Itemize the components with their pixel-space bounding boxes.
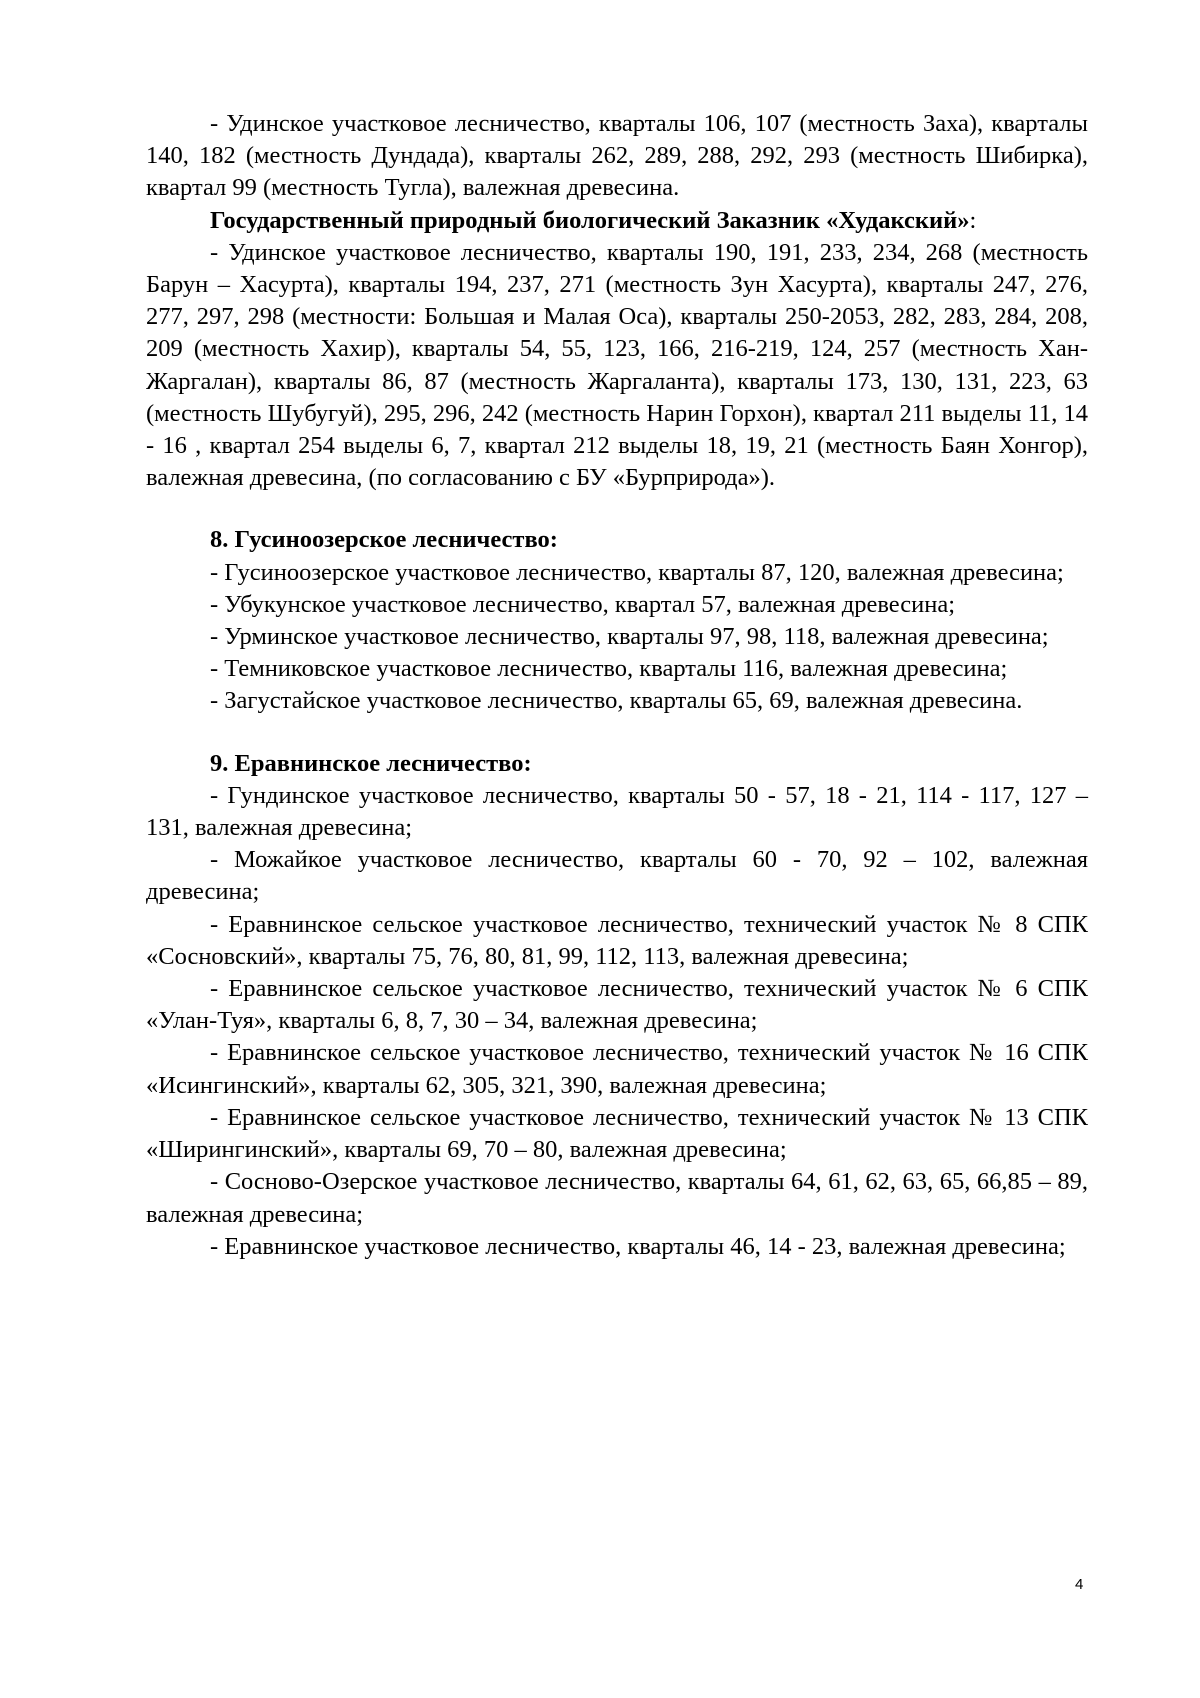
page-number: 4 [1075,1576,1084,1593]
section-9-heading: 9. Еравнинское лесничество: [210,749,532,777]
section-9-item: - Гундинское участковое лесничество, кварталы 50 - 57, 18 - 21, 114 - 117, 127 – 131, валежная древесина; [146,781,1088,842]
section-8-item: - Урминское участковое лесничество, кварталы 97, 98, 118, валежная древесина; [210,623,1049,651]
section-spacer [146,494,1088,524]
section-8-item: - Темниковское участковое лесничество, кварталы 116, валежная древесина; [210,655,1008,683]
section-9-item: - Сосново-Озерское участковое лесничество, кварталы 64, 61, 62, 63, 65, 66,85 – 89, валежная древесина; [146,1168,1088,1228]
document-body [146,108,1088,1263]
paragraph-udinskoe-hudakskiy: - Удинское участковое лесничество, кварталы 190, 191, 233, 234, 268 (местность Барун – Хасурта), кварталы 194, 237, 271 (местность Зун Хасурта), кварталы 247, 276, 277, 297, 298 (местности: Большая и Малая Оса), кварталы 250-2053, 282, 283, 284, 208, 209 (местность Хахир), кварталы 54, 55, 123, 166, 216-219, 124, 257 (местность Хан-Жаргалан), кварталы 86, 87 (местность Жаргаланта), кварталы 173, 130, 131, 223, 63 (местность Шубугуй), 295, 296, 242 (местность Нарин Горхон), квартал 211 выделы 11, 14 - 16 , квартал 254 выделы 6, 7, квартал 212 выделы 18, 19, 21 (местность Баян Хонгор), валежная древесина, (по согласованию с БУ «Бурприрода»). [146,238,1088,492]
section-9-item: - Еравнинское сельское участковое лесничество, технический участок № 13 СПК «Ширингинский», кварталы 69, 70 – 80, валежная древесина; [146,1103,1088,1164]
section-9-item: - Можайкое участковое лесничество, кварталы 60 - 70, 92 – 102, валежная древесина; [146,846,1088,906]
heading-zakaznik-hudakskiy [146,205,1088,237]
heading-zakaznik-colon: : [969,206,977,234]
section-8-heading: 8. Гусиноозерское лесничество: [210,526,558,554]
section-8-item: - Убукунское участковое лесничество, квартал 57, валежная древесина; [210,590,956,618]
section-spacer [146,718,1088,748]
heading-zakaznik-text: Государственный природный биологический Заказник «Худакский» [210,206,970,234]
section-9-item: - Еравнинское сельское участковое лесничество, технический участок № 16 СПК «Исингинский», кварталы 62, 305, 321, 390, валежная древесина; [146,1039,1088,1099]
section-9-item: - Еравнинское участковое лесничество, кварталы 46, 14 - 23, валежная древесина; [210,1232,1066,1260]
section-9-item: - Еравнинское сельское участковое лесничество, технический участок № 8 СПК «Сосновский», кварталы 75, 76, 80, 81, 99, 112, 113, валежная древесина; [146,910,1088,970]
paragraph-udinskoe-zaha: - Удинское участковое лесничество, кварталы 106, 107 (местность Заха), кварталы 140, 182 (местность Дундада), кварталы 262, 289, 288, 292, 293 (местность Шибирка), квартал 99 (местность Тугла), валежная древесина. [146,110,1088,202]
section-9-item: - Еравнинское сельское участковое лесничество, технический участок № 6 СПК «Улан-Туя», кварталы 6, 8, 7, 30 – 34, валежная древесина; [146,975,1088,1035]
section-8-item: - Гусиноозерское участковое лесничество, кварталы 87, 120, валежная древесина; [210,558,1064,586]
section-8-item: - Загустайское участковое лесничество, кварталы 65, 69, валежная древесина. [210,687,1023,715]
